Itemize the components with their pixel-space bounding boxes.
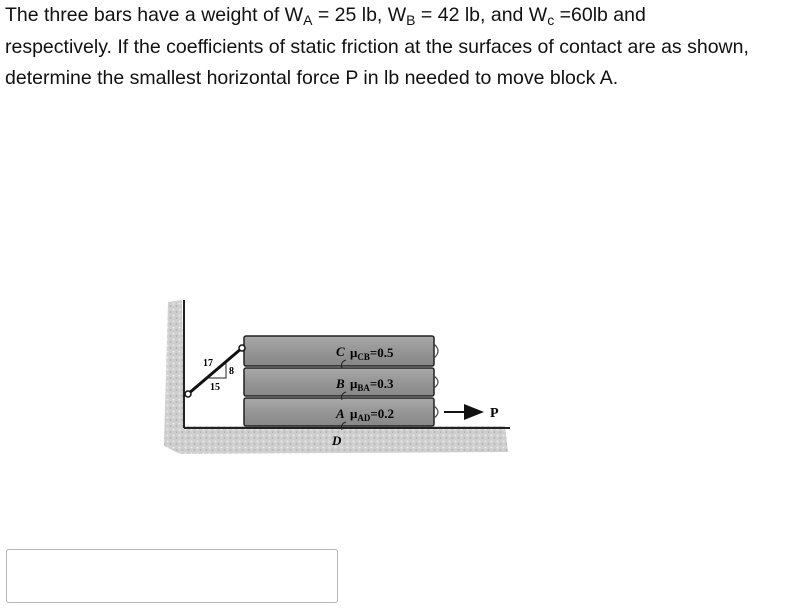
slope-rise: 8 [229,366,234,377]
question-text-part: = 42 lb, and W [415,4,548,26]
block-a-letter: A [336,406,345,421]
question-line-2: respectively. If the coefficients of static friction at the surfaces of contact are as shown, [5,35,749,58]
block-c-letter: C [336,344,345,359]
slope-run: 15 [210,382,220,393]
question-text-part: The three bars have a weight of W [5,4,304,26]
mu-ba-label: $\mu_{BA}=0.3$ [350,376,394,393]
question-text-part: = 25 lb, W [312,4,407,26]
slope-hyp: 17 [203,358,213,369]
question-text [5,0,808,95]
problem-figure [160,296,520,456]
subscript-a: A [303,12,313,28]
ground-label-d: D [332,433,342,448]
question-text-part: =60lb and [554,4,646,26]
mu-ad-label: $\mu_{AD}=0.2$ [350,406,395,423]
question-line-1 [5,0,808,32]
subscript-b: B [406,12,416,28]
block-pin [239,345,245,351]
subscript-c: c [547,12,555,28]
question-line-3: determine the smallest horizontal force P in lb needed to move block A. [5,67,619,89]
block-b-letter: B [336,376,345,391]
answer-input[interactable] [6,549,338,603]
force-label-p: P [490,406,499,421]
figure-svg [160,296,520,456]
wall-pin [185,391,191,397]
mu-cb-label: $\mu_{CB}=0.5$ [350,345,394,362]
